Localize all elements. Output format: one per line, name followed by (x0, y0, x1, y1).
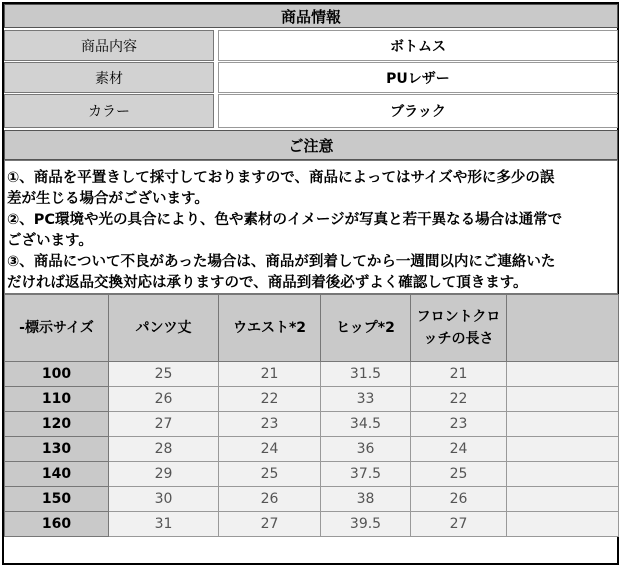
size-cell: 150 (5, 487, 109, 512)
notice-line: 差が生じる場合がございます。 (7, 191, 209, 207)
info-label-material: 素材 (4, 62, 214, 93)
table-row (5, 362, 619, 387)
size-table-header-row (5, 295, 619, 362)
notice-line: ございます。 (7, 233, 93, 249)
blank-cell (507, 462, 619, 487)
blank-cell (507, 487, 619, 512)
hip-cell: 38 (321, 487, 411, 512)
front-rise-cell: 26 (411, 487, 507, 512)
table-row (5, 387, 619, 412)
hip-cell: 33 (321, 387, 411, 412)
waist-cell: 22 (219, 387, 321, 412)
waist-cell: 25 (219, 462, 321, 487)
col-header-front-rise: フロントクロッチの長さ (411, 295, 507, 362)
blank-cell (507, 512, 619, 537)
front-rise-cell: 25 (411, 462, 507, 487)
front-rise-cell: 21 (411, 362, 507, 387)
length-cell: 31 (109, 512, 219, 537)
hip-cell: 36 (321, 437, 411, 462)
notice-line: ①、商品を平置きして採寸しておりますので、商品によってはサイズや形に多少の誤 (7, 170, 555, 186)
hip-cell: 37.5 (321, 462, 411, 487)
info-row-content (4, 30, 618, 61)
info-value-content: ボトムス (218, 30, 618, 61)
waist-cell: 23 (219, 412, 321, 437)
col-header-hip: ヒップ*2 (321, 295, 411, 362)
size-cell: 130 (5, 437, 109, 462)
length-cell: 29 (109, 462, 219, 487)
notice-header: ご注意 (4, 130, 618, 160)
notice-line: ②、PC環境や光の具合により、色や素材のイメージが写真と若干異なる場合は通常で (7, 212, 563, 228)
size-cell: 140 (5, 462, 109, 487)
size-cell: 100 (5, 362, 109, 387)
info-row-material (4, 62, 618, 93)
info-label-color: カラー (4, 94, 214, 128)
col-header-waist: ウエスト*2 (219, 295, 321, 362)
notice-line: だければ返品交換対応は承りますので、商品到着後必ずよく確認して頂きます。 (7, 275, 528, 291)
product-info-header: 商品情報 (4, 4, 618, 28)
blank-cell (507, 387, 619, 412)
info-value-material: PUレザー (218, 62, 618, 93)
size-cell: 110 (5, 387, 109, 412)
length-cell: 28 (109, 437, 219, 462)
blank-cell (507, 412, 619, 437)
size-cell: 120 (5, 412, 109, 437)
front-rise-cell: 27 (411, 512, 507, 537)
front-rise-cell: 23 (411, 412, 507, 437)
info-value-color: ブラック (218, 94, 618, 128)
hip-cell: 31.5 (321, 362, 411, 387)
col-header-blank (507, 295, 619, 362)
front-rise-cell: 22 (411, 387, 507, 412)
hip-cell: 39.5 (321, 512, 411, 537)
front-rise-cell: 24 (411, 437, 507, 462)
length-cell: 27 (109, 412, 219, 437)
length-cell: 25 (109, 362, 219, 387)
waist-cell: 26 (219, 487, 321, 512)
blank-cell (507, 362, 619, 387)
info-label-content: 商品内容 (4, 30, 214, 61)
length-cell: 30 (109, 487, 219, 512)
notice-text (4, 160, 618, 294)
hip-cell: 34.5 (321, 412, 411, 437)
info-row-color (4, 94, 618, 128)
col-header-size: -標示サイズ (5, 295, 109, 362)
table-row (5, 462, 619, 487)
table-row (5, 437, 619, 462)
col-header-length: パンツ丈 (109, 295, 219, 362)
blank-cell (507, 437, 619, 462)
table-row (5, 487, 619, 512)
waist-cell: 21 (219, 362, 321, 387)
size-cell: 160 (5, 512, 109, 537)
table-row (5, 412, 619, 437)
size-table (4, 294, 619, 537)
waist-cell: 24 (219, 437, 321, 462)
length-cell: 26 (109, 387, 219, 412)
table-row (5, 512, 619, 537)
notice-line: ③、商品について不良があった場合は、商品が到着してから一週間以内にご連絡いた (7, 254, 556, 270)
waist-cell: 27 (219, 512, 321, 537)
